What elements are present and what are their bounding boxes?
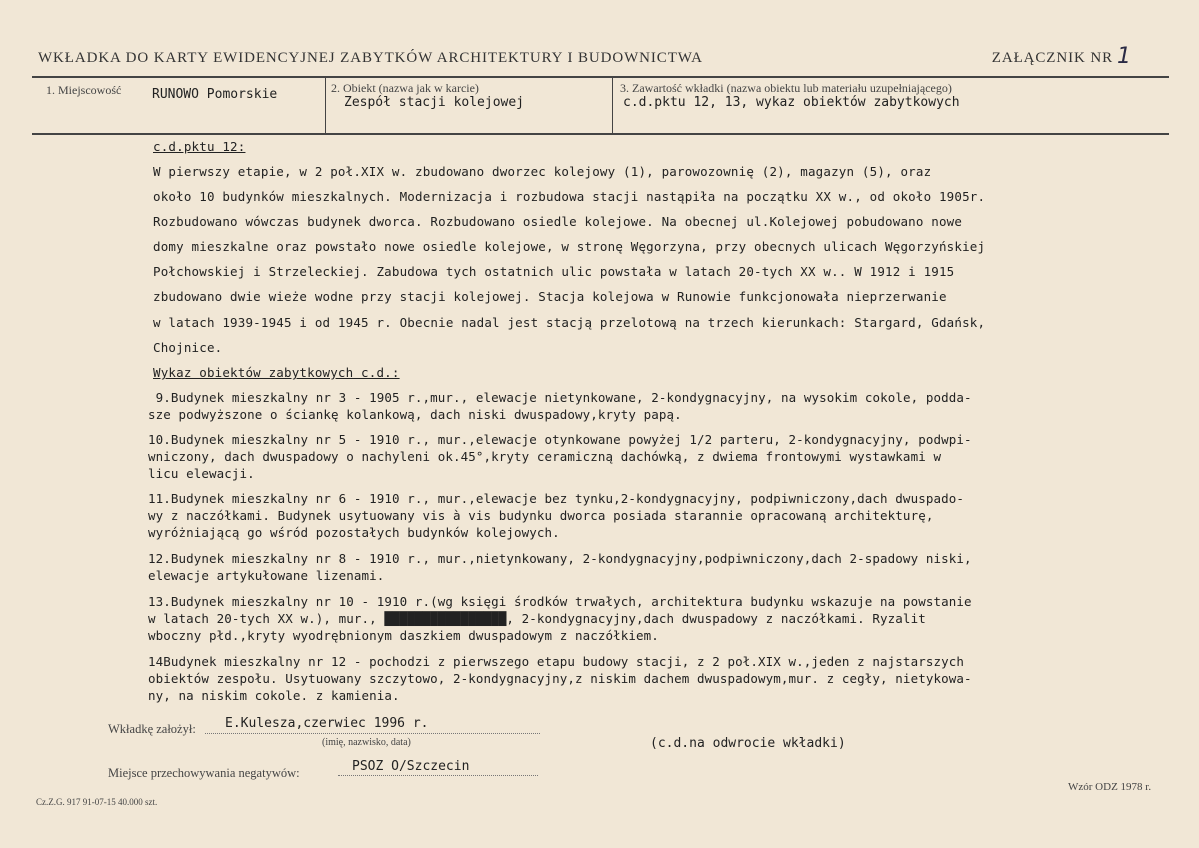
monument-item-12: 12.Budynek mieszkalny nr 8 - 1910 r., mur.,nietynkowany, 2-kondygnacyjny,podpiwniczony,dach 2-spadowy niski, elewacje artykułowane lizenami. — [148, 551, 972, 583]
continued-note: (c.d.na odwrocie wkładki) — [650, 736, 846, 751]
field-content-label: 3. Zawartość wkładki (nazwa obiektu lub materiału uzupełniającego) — [620, 81, 952, 95]
field-divider-2 — [612, 78, 613, 134]
monument-item-11: 11.Budynek mieszkalny nr 6 - 1910 r., mur.,elewacje bez tynku,2-kondygnacyjny, podpiwniczony,dach dwuspado- wy z naczółkami. Budynek usytuowany vis à vis budynku dworca posiada starannie opracowaną architekturę, wyróżniającą go wśród pozostałych budynków kolejowych. — [148, 491, 964, 540]
monument-item-10: 10.Budynek mieszkalny nr 5 - 1910 r., mur.,elewacje otynkowane powyżej 1/2 parteru, 2-kondygnacyjny, podwpi- wniczony, dach dwuspadowy o nachyleni ok.45°,kryty ceramiczną dachówką, z dwiema frontowymi wystawkami w licu elewacji. — [148, 432, 972, 481]
section-12-heading: c.d.pktu 12: — [153, 139, 246, 154]
field-locality-label: 1. Miejscowość — [46, 83, 122, 97]
storage-value: PSOZ O/Szczecin — [352, 759, 470, 774]
print-info: Cz.Z.G. 917 91-07-15 40.000 szt. — [36, 797, 158, 807]
monument-item-13: 13.Budynek mieszkalny nr 10 - 1910 r.(wg księgi środków trwałych, architektura budynku wskazuje na powstanie w latach 20-tych XX w.), mur., ████████████████, 2-kondygnacyjny,dach dwuspadowy z naczółkami. Ryzalit wboczny płd.,kryty wyodrębnionym daszkiem dwuspadowym z naczółkiem. — [148, 594, 972, 643]
section-12-line: Chojnice. — [153, 340, 223, 355]
field-divider-1 — [325, 78, 326, 134]
attachment-number-block — [991, 44, 1132, 69]
field-content-value: c.d.pktu 12, 13, wykaz obiektów zabytkowych — [623, 95, 960, 110]
field-object-value: Zespół stacji kolejowej — [344, 95, 525, 110]
attachment-label: ZAŁĄCZNIK NR — [991, 50, 1113, 66]
section-12-line: domy mieszkalne oraz powstało nowe osiedle kolejowe, w stronę Węgorzyna, przy obecnych ulicach Węgorzyńskiej — [153, 239, 986, 254]
field-locality-value: RUNOWO Pomorskie — [152, 87, 278, 102]
section-12-line: w latach 1939-1945 i od 1945 r. Obecnie nadal jest stacją przelotową na trzech kierunkach: Stargard, Gdańsk, — [153, 315, 986, 330]
monuments-list-heading: Wykaz obiektów zabytkowych c.d.: — [153, 365, 400, 380]
attachment-number: 1 — [1117, 44, 1132, 69]
author-dotted-line — [205, 733, 540, 734]
storage-dotted-line — [338, 775, 538, 776]
top-rule — [32, 76, 1169, 78]
field-object-label: 2. Obiekt (nazwa jak w karcie) — [331, 81, 479, 95]
author-label: Wkładkę założył: — [108, 722, 196, 736]
author-hint: (imię, nazwisko, data) — [322, 737, 411, 748]
section-12-line: W pierwszy etapie, w 2 poł.XIX w. zbudowano dworzec kolejowy (1), parowozownię (2), magazyn (5), oraz — [153, 164, 932, 179]
section-12-line: około 10 budynków mieszkalnych. Modernizacja i rozbudowa stacji nastąpiła na początku XX w., od około 1905r. — [153, 189, 986, 204]
monument-item-14: 14Budynek mieszkalny nr 12 - pochodzi z pierwszego etapu budowy stacji, z 2 poł.XIX w.,jeden z najstarszych obiektów zespołu. Usytuowany szczytowo, 2-kondygnacyjny,z niskim dachem dwuspadowym,mur. z cegły, nietykowa- ny, na niskim cokole. z kamienia. — [148, 654, 972, 703]
section-12-line: Rozbudowano wówczas budynek dworca. Rozbudowano osiedle kolejowe. Na obecnej ul.Kolejowej pobudowano nowe — [153, 214, 963, 229]
section-12-line: Połchowskiej i Strzeleckiej. Zabudowa tych ostatnich ulic powstała w latach 20-tych XX w.. W 1912 i 1915 — [153, 264, 955, 279]
author-value: E.Kulesza,czerwiec 1996 r. — [225, 716, 429, 731]
monument-item-9: 9.Budynek mieszkalny nr 3 - 1905 r.,mur., elewacje nietynkowane, 2-kondygnacyjny, na wysokim cokole, podda- sze podwyższone o ściankę kolankową, dach niski dwuspadowy,kryty papą. — [148, 390, 972, 422]
storage-label: Miejsce przechowywania negatywów: — [108, 766, 300, 780]
form-model: Wzór ODZ 1978 r. — [1068, 781, 1152, 793]
form-title: WKŁADKA DO KARTY EWIDENCYJNEJ ZABYTKÓW ARCHITEKTURY I BUDOWNICTWA — [38, 50, 703, 66]
table-bottom-rule — [32, 133, 1169, 135]
section-12-line: zbudowano dwie wieże wodne przy stacji kolejowej. Stacja kolejowa w Runowie funkcjonowała nieprzerwanie — [153, 289, 947, 304]
